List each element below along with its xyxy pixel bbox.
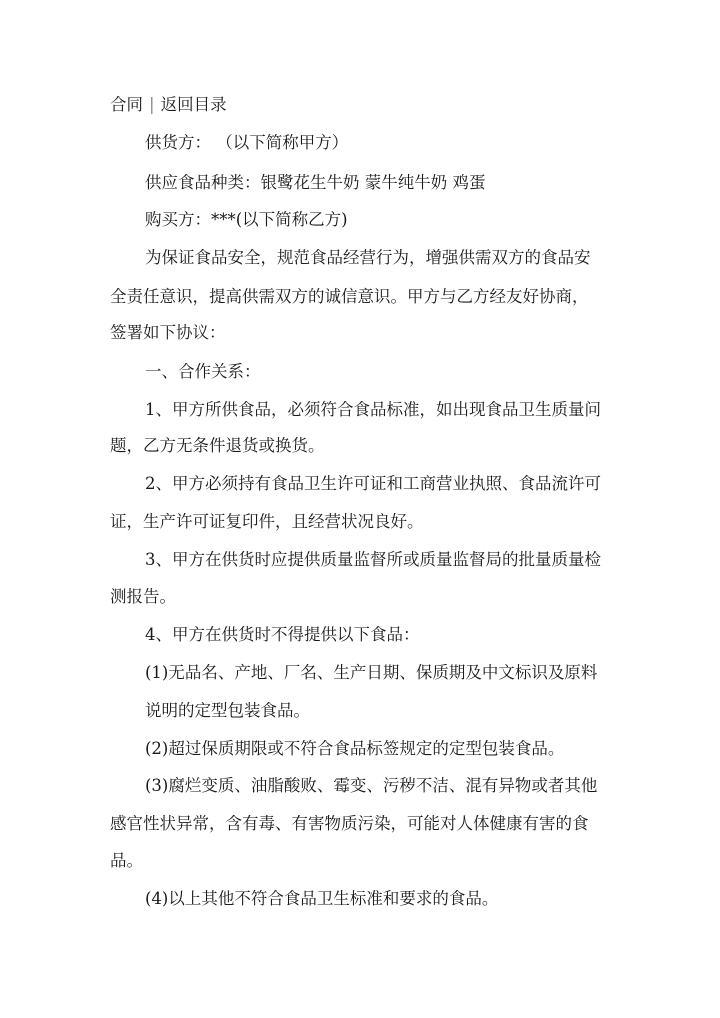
clause-line: 3、甲方在供货时应提供质量监督所或质量监督局的批量质量检 — [145, 550, 601, 569]
food-types-line: 供应食品种类：银鹭花生牛奶 蒙牛纯牛奶 鸡蛋 — [145, 173, 486, 192]
clause-line: 1、甲方所供食品，必须符合食品标准，如出现食品卫生质量问 — [145, 400, 601, 419]
paragraph-line: 全责任意识，提高供需双方的诚信意识。甲方与乙方经友好协商， — [110, 287, 589, 306]
paragraph-line: 签署如下协议： — [110, 323, 226, 342]
list-item-line: (4)以上其他不符合食品卫生标准和要求的食品。 — [145, 889, 499, 908]
list-item-line: 说明的定型包装食品。 — [145, 701, 310, 720]
back-to-index-link[interactable]: 返回目录 — [160, 95, 227, 114]
list-item-line: (3)腐烂变质、油脂酸败、霉变、污秽不洁、混有异物或者其他 — [145, 776, 598, 795]
list-item-line: (1)无品名、产地、厂名、生产日期、保质期及中文标识及原料 — [145, 663, 598, 682]
list-item-line: 品。 — [110, 851, 143, 870]
supplier-line: 供货方： （以下简称甲方） — [145, 133, 349, 152]
clause-line: 2、甲方必须持有食品卫生许可证和工商营业执照、食品流许可 — [145, 474, 601, 493]
list-item-line: (2)超过保质期限或不符合食品标签规定的定型包装食品。 — [145, 739, 565, 758]
section-heading: 一、合作关系： — [145, 362, 261, 381]
list-item-line: 感官性状异常，含有毒、有害物质污染，可能对人体健康有害的食 — [110, 814, 589, 833]
header-nav — [110, 95, 620, 115]
purchaser-line: 购买方：***(以下简称乙方) — [145, 210, 348, 229]
nav-separator: | — [149, 95, 155, 114]
clause-line: 测报告。 — [110, 587, 176, 606]
clause-line: 4、甲方在供货时不得提供以下食品： — [145, 625, 420, 644]
clause-line: 题，乙方无条件退货或换货。 — [110, 436, 325, 455]
contract-label: 合同 — [110, 95, 143, 114]
clause-line: 证，生产许可证复印件，且经营状况良好。 — [110, 512, 424, 531]
paragraph-line: 为保证食品安全，规范食品经营行为，增强供需双方的食品安 — [145, 248, 591, 267]
